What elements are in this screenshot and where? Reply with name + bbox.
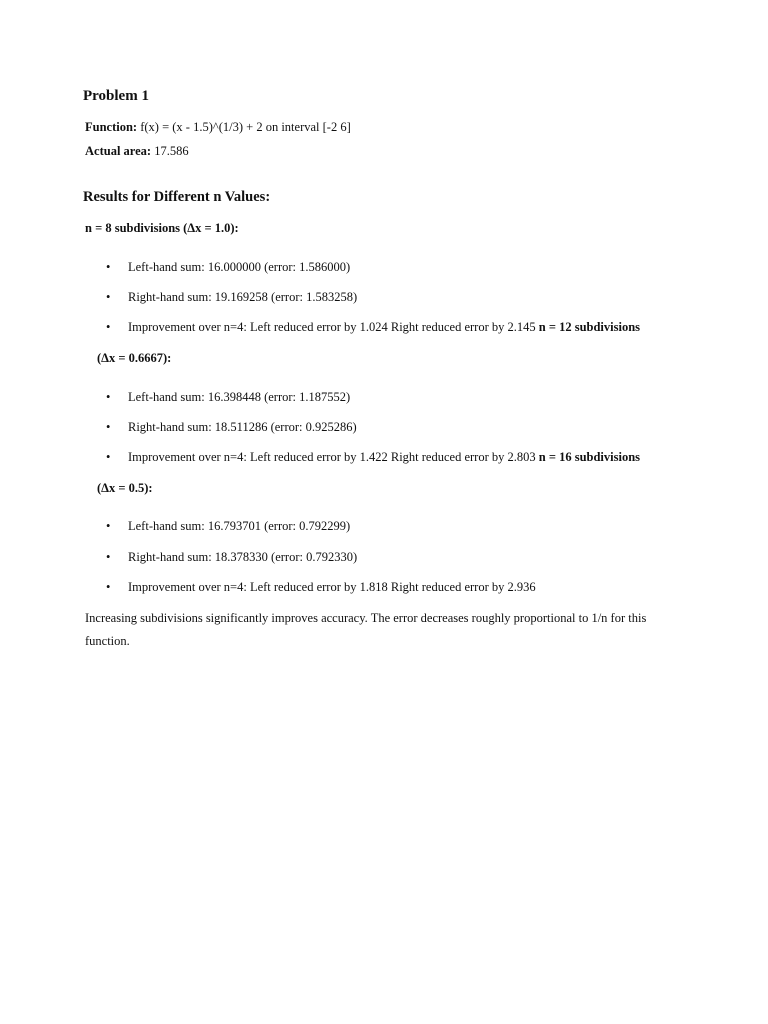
bullet-dot: •	[106, 580, 111, 594]
results-heading: Results for Different n Values:	[83, 189, 271, 205]
bullet-dot: •	[106, 320, 111, 334]
bullet-dot: •	[106, 390, 111, 404]
function-label: Function:	[85, 120, 138, 134]
bullet-dot: •	[106, 290, 111, 304]
bullet-item	[106, 450, 640, 465]
left-hand-sum-n16: Left-hand sum: 16.793701 (error: 0.792299)	[128, 519, 351, 533]
group-heading-n16-cont: (Δx = 0.5):	[97, 481, 153, 495]
right-hand-sum-n16: Right-hand sum: 18.378330 (error: 0.792330)	[128, 550, 358, 564]
function-line	[85, 120, 351, 135]
bullet-item	[106, 420, 357, 435]
bullet-dot: •	[106, 550, 111, 564]
improvement-n8: Improvement over n=4: Left reduced error by 1.024 Right reduced error by 2.145	[128, 320, 536, 334]
group-heading-n16: n = 16 subdivisions	[538, 450, 641, 464]
group-heading-n12: n = 12 subdivisions	[538, 320, 641, 334]
bullet-item	[106, 320, 640, 335]
bullet-dot: •	[106, 260, 111, 274]
actual-area-value: 17.586	[154, 144, 189, 158]
actual-area-label: Actual area:	[85, 144, 152, 158]
bullet-item	[106, 550, 357, 565]
bullet-item	[106, 290, 357, 305]
group-heading-n8: n = 8 subdivisions (Δx = 1.0):	[85, 221, 239, 235]
bullet-dot: •	[106, 519, 111, 533]
left-hand-sum-n8: Left-hand sum: 16.000000 (error: 1.586000)	[128, 260, 351, 274]
right-hand-sum-n8: Right-hand sum: 19.169258 (error: 1.583258)	[128, 290, 358, 304]
bullet-dot: •	[106, 420, 111, 434]
bullet-item	[106, 390, 350, 405]
bullet-item	[106, 519, 350, 534]
improvement-n12: Improvement over n=4: Left reduced error by 1.422 Right reduced error by 2.803	[128, 450, 536, 464]
actual-area-line	[85, 144, 189, 159]
bullet-item	[106, 580, 536, 595]
problem-title: Problem 1	[83, 88, 149, 104]
group-heading-n12-cont: (Δx = 0.6667):	[97, 351, 172, 365]
bullet-dot: •	[106, 450, 111, 464]
function-value: f(x) = (x - 1.5)^(1/3) + 2 on interval [-2 6]	[140, 120, 351, 134]
right-hand-sum-n12: Right-hand sum: 18.511286 (error: 0.925286)	[128, 420, 357, 434]
bullet-item	[106, 260, 350, 275]
conclusion-paragraph: Increasing subdivisions significantly improves accuracy. The error decreases roughly proportional to 1/n for this function.	[85, 611, 647, 648]
improvement-n16: Improvement over n=4: Left reduced error by 1.818 Right reduced error by 2.936	[128, 580, 536, 594]
left-hand-sum-n12: Left-hand sum: 16.398448 (error: 1.187552)	[128, 390, 351, 404]
